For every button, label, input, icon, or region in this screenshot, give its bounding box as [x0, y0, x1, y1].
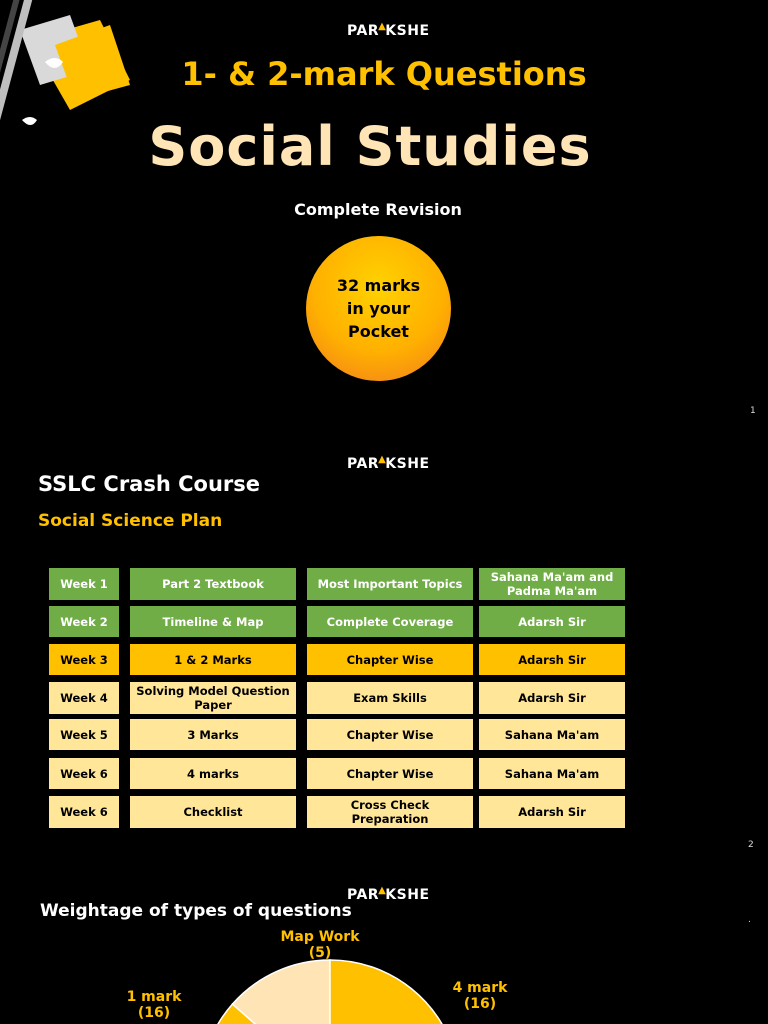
plan-cell-focus: Complete Coverage [307, 606, 473, 637]
plan-cell-topic: Part 2 Textbook [130, 568, 296, 600]
slide3-title: Weightage of types of questions [40, 901, 352, 921]
graduation-cap-icon: ▲ [378, 454, 387, 465]
slide1-subtitle: Complete Revision [294, 200, 462, 219]
slide2-subtitle: Social Science Plan [38, 511, 223, 531]
plan-cell-week: Week 4 [49, 682, 119, 714]
plan-cell-teacher: Sahana Ma'am [479, 719, 625, 750]
plan-cell-teacher: Adarsh Sir [479, 644, 625, 675]
plan-cell-teacher: Sahana Ma'am [479, 758, 625, 789]
plan-cell-week: Week 1 [49, 568, 119, 600]
plan-cell-focus: Chapter Wise [307, 719, 473, 750]
plan-cell-topic: 3 Marks [130, 719, 296, 750]
plan-cell-topic: Timeline & Map [130, 606, 296, 637]
plan-cell-teacher: Adarsh Sir [479, 606, 625, 637]
pie-label-map-work: Map Work (5) [280, 929, 360, 961]
plan-cell-topic: 4 marks [130, 758, 296, 789]
plan-cell-topic: 1 & 2 Marks [130, 644, 296, 675]
pie-slice-map-work [232, 960, 330, 1024]
marks-badge [306, 236, 451, 381]
pie-slice-4-mark [330, 960, 460, 1024]
plan-cell-week: Week 6 [49, 796, 119, 828]
page-number-3: . [748, 915, 751, 925]
plan-cell-focus: Most Important Topics [307, 568, 473, 600]
plan-cell-teacher: Adarsh Sir [479, 682, 625, 714]
plan-cell-teacher: Sahana Ma'am and Padma Ma'am [479, 568, 625, 600]
pariKshe-logo: PAR▲KSHE [347, 21, 430, 39]
plan-cell-teacher: Adarsh Sir [479, 796, 625, 828]
plan-cell-week: Week 3 [49, 644, 119, 675]
pie-label-4-mark: 4 mark (16) [452, 980, 508, 1012]
slide1-title: Social Studies [148, 115, 592, 178]
pariKshe-logo: PAR▲KSHE [347, 885, 430, 903]
plan-cell-week: Week 6 [49, 758, 119, 789]
plan-cell-topic: Checklist [130, 796, 296, 828]
pie-label-1-mark: 1 mark (16) [126, 989, 182, 1021]
plan-cell-week: Week 5 [49, 719, 119, 750]
page-number-2: 2 [748, 840, 754, 850]
plan-cell-focus: Cross Check Preparation [307, 796, 473, 828]
plan-cell-week: Week 2 [49, 606, 119, 637]
weightage-pie-chart [0, 940, 768, 1024]
graduation-cap-icon: ▲ [378, 885, 387, 896]
pariKshe-logo: PAR▲KSHE [347, 454, 430, 472]
plan-cell-focus: Exam Skills [307, 682, 473, 714]
marks-badge-text: 32 marks in your Pocket [336, 276, 421, 341]
page-number-1: 1 [750, 406, 756, 416]
slide1-kicker: 1- & 2-mark Questions [181, 55, 587, 93]
plan-cell-focus: Chapter Wise [307, 644, 473, 675]
graduation-cap-icon: ▲ [378, 21, 387, 32]
slide2-title: SSLC Crash Course [38, 472, 260, 496]
plan-cell-topic: Solving Model Question Paper [130, 682, 296, 714]
plan-cell-focus: Chapter Wise [307, 758, 473, 789]
